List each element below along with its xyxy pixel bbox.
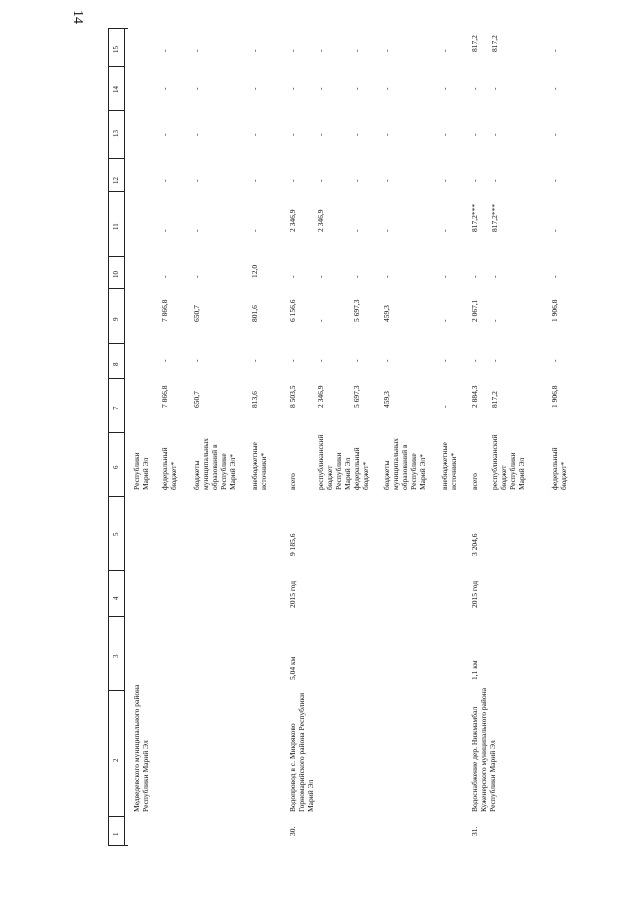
col-number-15: 15 (112, 46, 120, 53)
row31-value-0-6: - (470, 133, 479, 136)
row30-value-4-1: - (440, 359, 449, 362)
intro-value-2-6: - (192, 133, 201, 136)
row31-name: Водоснабжение дер. Нижмамбал Куженерского муниципального района Республики Марий Эл (470, 687, 497, 812)
row30-value-0-1: - (288, 359, 297, 362)
row30-value-0-6: - (288, 133, 297, 136)
col-divider-0 (108, 845, 124, 846)
row30-value-1-1: - (316, 359, 325, 362)
col-number-8: 8 (112, 362, 120, 366)
row31-value-1-6: - (490, 133, 499, 136)
row30-value-2-7: - (352, 87, 361, 90)
row30-source-1: республиканский бюджет Республики Марий Эл (316, 434, 352, 490)
col-divider-3 (108, 616, 124, 617)
row31-value-1-0: 817,2 (490, 391, 499, 408)
intro-value-3-1: - (250, 359, 259, 362)
row31-value-2-5: - (550, 179, 559, 182)
row31-value-0-3: - (470, 275, 479, 278)
row30-year: 2015 год (288, 580, 297, 608)
row30-value-2-2: 5 697,3 (352, 299, 361, 322)
col-number-5: 5 (112, 532, 120, 536)
intro-value-2-8: - (192, 49, 201, 52)
row30-value-3-8: - (382, 49, 391, 52)
row31-value-2-8: - (550, 49, 559, 52)
intro-value-3-4: - (250, 229, 259, 232)
col-number-2: 2 (112, 758, 120, 762)
row30-value-0-7: - (288, 87, 297, 90)
col-number-13: 13 (112, 130, 120, 137)
row30-source-0: всего (288, 473, 297, 490)
row30-value-1-2: - (316, 319, 325, 322)
row30-value-3-6: - (382, 133, 391, 136)
intro-value-1-2: 7 866,8 (160, 299, 169, 322)
row30-value-3-1: - (382, 359, 391, 362)
row31-value-0-8: 817,2 (470, 35, 479, 52)
row30-value-1-6: - (316, 133, 325, 136)
row30-name: Водопровод в с. Микряково Горномарийского района Республики Марий Эл (288, 692, 315, 812)
row30-value-4-7: - (440, 87, 449, 90)
row31-year: 2015 год (470, 580, 479, 608)
intro-name: Медведевского муниципального района Республики Марий Эл (132, 684, 150, 812)
row30-value-1-3: - (316, 275, 325, 278)
row31-cost: 3 204,6 (470, 533, 479, 556)
row30-length: 5,04 км (288, 656, 297, 680)
row30-value-2-3: - (352, 275, 361, 278)
col-divider-5 (108, 496, 124, 497)
col-number-4: 4 (112, 596, 120, 600)
row30-value-2-1: - (352, 359, 361, 362)
row30-value-1-0: 2 346,9 (316, 385, 325, 408)
intro-value-3-6: - (250, 133, 259, 136)
intro-value-3-5: - (250, 179, 259, 182)
col-number-9: 9 (112, 317, 120, 321)
row30-number: 30. (288, 826, 297, 836)
intro-value-1-5: - (160, 179, 169, 182)
row30-value-1-8: - (316, 49, 325, 52)
intro-value-2-4: - (192, 229, 201, 232)
intro-value-1-8: - (160, 49, 169, 52)
intro-value-2-7: - (192, 87, 201, 90)
row30-value-2-5: - (352, 179, 361, 182)
intro-source-0: Республики Марий Эл (132, 452, 150, 490)
intro-value-3-7: - (250, 87, 259, 90)
row31-value-1-4: 817,2*** (490, 203, 499, 232)
row30-value-2-0: 5 697,3 (352, 385, 361, 408)
intro-source-3: внебюджетные источники* (250, 442, 268, 490)
row31-source-2: федеральный бюджет* (550, 447, 568, 490)
row31-value-2-7: - (550, 87, 559, 90)
header-strip-left (108, 28, 109, 846)
row31-value-1-8: 817,2 (490, 35, 499, 52)
row31-length: 1,1 км (470, 660, 479, 680)
row30-value-0-8: - (288, 49, 297, 52)
row30-value-2-8: - (352, 49, 361, 52)
row30-value-2-4: - (352, 229, 361, 232)
row31-value-0-4: 817,2*** (470, 203, 479, 232)
row30-value-4-5: - (440, 179, 449, 182)
row30-source-4: внебюджетные источники* (440, 442, 458, 490)
col-number-11: 11 (112, 223, 120, 230)
col-divider-9 (108, 288, 124, 289)
row31-value-1-5: - (490, 179, 499, 182)
row31-value-2-6: - (550, 133, 559, 136)
row30-source-2: федеральный бюджет* (352, 447, 370, 490)
row30-value-4-0: - (440, 405, 449, 408)
intro-value-1-3: - (160, 275, 169, 278)
row31-value-0-0: 2 884,3 (470, 385, 479, 408)
row31-value-0-2: 2 067,1 (470, 299, 479, 322)
row30-value-1-7: - (316, 87, 325, 90)
row30-value-4-3: - (440, 275, 449, 278)
intro-value-2-1: - (192, 359, 201, 362)
row31-value-2-0: 1 906,8 (550, 385, 559, 408)
page-number: 14 (70, 10, 85, 24)
header-strip-right (124, 28, 125, 846)
intro-value-1-6: - (160, 133, 169, 136)
col-number-1: 1 (112, 832, 120, 836)
row30-value-3-2: 459,3 (382, 305, 391, 322)
col-number-6: 6 (112, 465, 120, 469)
intro-value-2-3: - (192, 275, 201, 278)
row31-source-0: всего (470, 473, 479, 490)
row31-value-0-1: - (470, 359, 479, 362)
intro-source-2: бюджеты муниципальных образований в Республике Марий Эл* (192, 438, 237, 490)
row31-number: 31. (470, 826, 479, 836)
intro-value-2-2: 650,7 (192, 305, 201, 322)
col-number-12: 12 (112, 177, 120, 184)
col-divider-11 (108, 191, 124, 192)
row30-value-4-4: - (440, 229, 449, 232)
row31-value-1-2: - (490, 319, 499, 322)
intro-value-1-0: 7 866,8 (160, 385, 169, 408)
col-number-10: 10 (112, 271, 120, 278)
col-number-3: 3 (112, 654, 120, 658)
row31-value-1-1: - (490, 359, 499, 362)
intro-value-3-8: - (250, 49, 259, 52)
row31-value-1-7: - (490, 87, 499, 90)
row31-value-2-4: - (550, 229, 559, 232)
row30-value-1-4: 2 346,9 (316, 209, 325, 232)
row30-value-0-4: 2 346,9 (288, 209, 297, 232)
intro-value-1-7: - (160, 87, 169, 90)
intro-source-1: федеральный бюджет* (160, 447, 178, 490)
row31-value-1-3: - (490, 275, 499, 278)
row30-value-3-5: - (382, 179, 391, 182)
intro-value-3-0: 813,6 (250, 391, 259, 408)
col-divider-6 (108, 432, 124, 433)
row30-value-1-5: - (316, 179, 325, 182)
col-divider-7 (108, 378, 124, 379)
row30-value-3-4: - (382, 229, 391, 232)
row31-value-2-2: 1 906,8 (550, 299, 559, 322)
row31-value-2-3: - (550, 275, 559, 278)
row31-value-0-5: - (470, 179, 479, 182)
row31-value-2-1: - (550, 359, 559, 362)
row30-value-3-3: - (382, 275, 391, 278)
row30-value-0-5: - (288, 179, 297, 182)
row31-source-1: республиканский бюджет Республики Марий Эл (490, 434, 526, 490)
row31-value-0-7: - (470, 87, 479, 90)
row30-source-3: бюджеты муниципальных образований в Республике Марий Эл* (382, 438, 427, 490)
intro-value-2-5: - (192, 179, 201, 182)
intro-value-1-1: - (160, 359, 169, 362)
row30-value-0-0: 8 503,5 (288, 385, 297, 408)
intro-value-2-0: 650,7 (192, 391, 201, 408)
intro-value-3-3: 12,0 (250, 264, 259, 278)
col-divider-2 (108, 690, 124, 691)
intro-value-3-2: 801,6 (250, 305, 259, 322)
row30-cost: 9 185,6 (288, 533, 297, 556)
intro-value-1-4: - (160, 229, 169, 232)
row30-value-0-3: - (288, 275, 297, 278)
row30-value-0-2: 6 156,6 (288, 299, 297, 322)
row30-value-3-7: - (382, 87, 391, 90)
col-number-14: 14 (112, 86, 120, 93)
row30-value-2-6: - (352, 133, 361, 136)
row30-value-4-8: - (440, 49, 449, 52)
row30-value-4-2: - (440, 319, 449, 322)
col-number-7: 7 (112, 406, 120, 410)
row30-value-4-6: - (440, 133, 449, 136)
row30-value-3-0: 459,3 (382, 391, 391, 408)
